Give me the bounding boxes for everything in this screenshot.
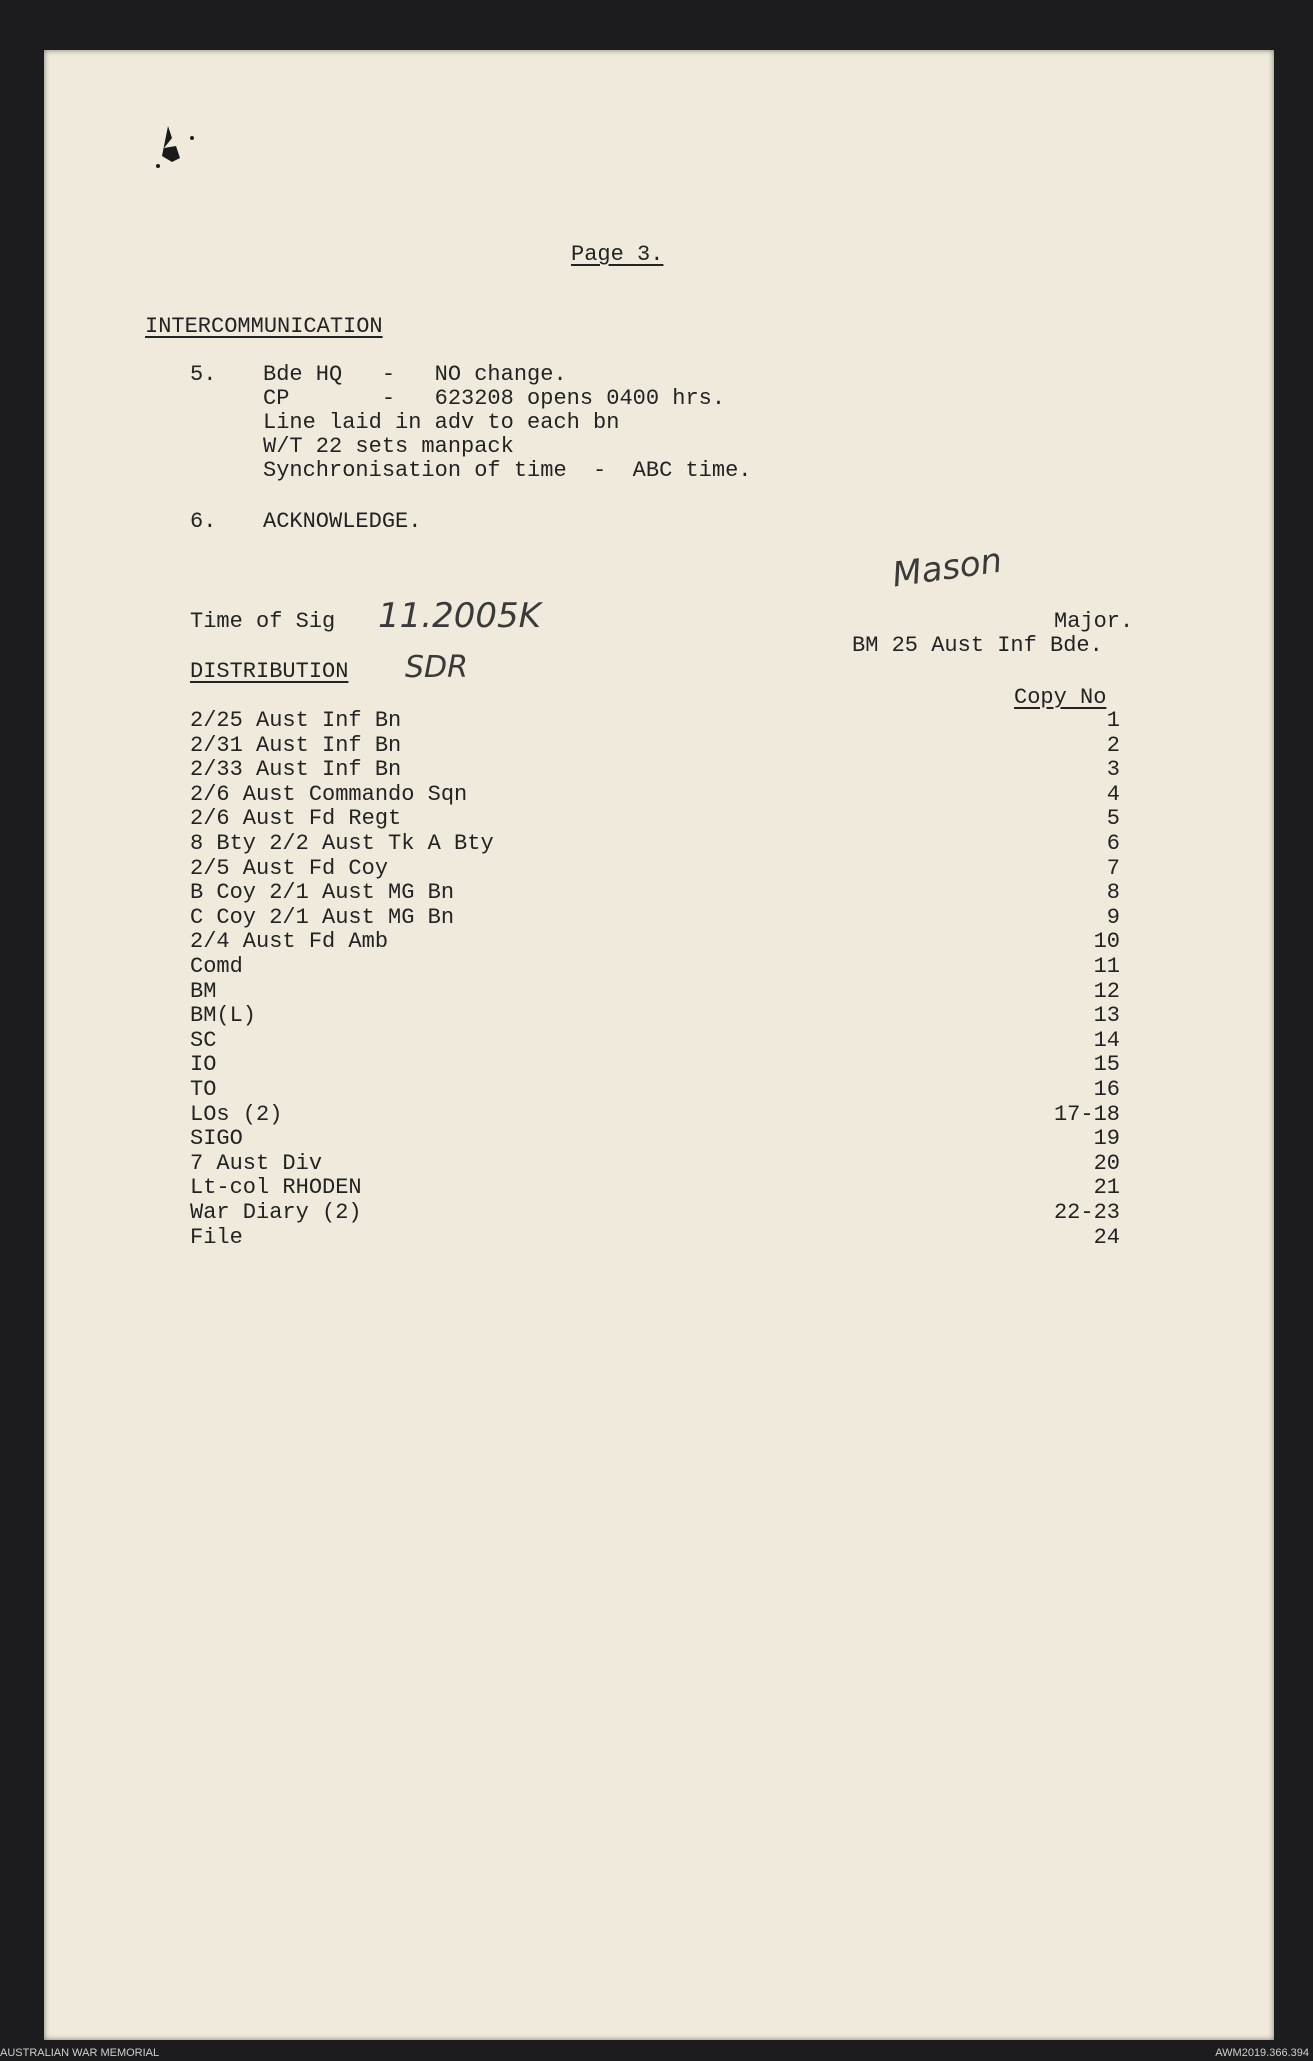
distribution-row <box>190 1004 1120 1028</box>
distribution-unit: BM <box>190 978 217 1004</box>
distribution-unit: C Coy 2/1 Aust MG Bn <box>190 904 455 930</box>
distribution-unit: 8 Bty 2/2 Aust Tk A Bty <box>190 831 494 856</box>
distribution-row <box>190 783 1120 807</box>
distribution-unit: 2/6 Aust Commando Sqn <box>190 781 468 807</box>
page-label: Page 3. <box>571 242 664 267</box>
distribution-unit: Comd <box>190 954 243 979</box>
para-5-line-4: W/T 22 sets manpack <box>263 434 514 459</box>
copy-no-heading: Copy No <box>1014 685 1107 710</box>
distribution-copy-number: 9 <box>1106 904 1120 930</box>
distribution-row <box>190 1078 1120 1102</box>
distribution-unit: BM(L) <box>190 1003 257 1029</box>
distribution-unit: 2/25 Aust Inf Bn <box>190 708 402 733</box>
para-6-text: ACKNOWLEDGE. <box>263 509 422 534</box>
distribution-row <box>190 1053 1120 1077</box>
para-5-line-3: Line laid in adv to each bn <box>263 410 620 435</box>
distribution-unit: 2/33 Aust Inf Bn <box>190 757 402 783</box>
distribution-unit: War Diary (2) <box>190 1200 362 1225</box>
distribution-row <box>190 881 1120 905</box>
distribution-unit: LOs (2) <box>190 1101 283 1127</box>
footer-left: AUSTRALIAN WAR MEMORIAL <box>0 2047 160 2059</box>
para-5-number: 5. <box>190 362 217 387</box>
distribution-unit: Lt-col RHODEN <box>190 1175 362 1201</box>
section-title: INTERCOMMUNICATION <box>145 314 383 339</box>
distribution-row <box>190 980 1120 1004</box>
rank: Major. <box>1054 609 1134 634</box>
distribution-copy-number: 6 <box>1106 831 1120 856</box>
distribution-row <box>190 734 1120 758</box>
distribution-copy-number: 5 <box>1106 806 1120 832</box>
distribution-copy-number: 14 <box>1093 1027 1120 1053</box>
distribution-unit: IO <box>190 1052 217 1078</box>
distribution-unit: 2/31 Aust Inf Bn <box>190 732 402 758</box>
distribution-unit: 7 Aust Div <box>190 1150 323 1176</box>
signature-handwritten: Mason <box>889 540 1005 596</box>
distribution-row <box>190 832 1120 856</box>
distribution-unit: 2/5 Aust Fd Coy <box>190 855 389 881</box>
distribution-row <box>190 1029 1120 1053</box>
distribution-copy-number: 21 <box>1093 1175 1120 1201</box>
distribution-copy-number: 20 <box>1093 1150 1120 1176</box>
time-of-sig-handwritten: 11.2005K <box>378 596 541 636</box>
distribution-copy-number: 17-18 <box>1053 1101 1120 1127</box>
distribution-heading: DISTRIBUTION <box>190 659 349 684</box>
footer-right: AWM2019.366.394 <box>1215 2047 1309 2059</box>
distribution-copy-number: 16 <box>1093 1077 1120 1102</box>
para-5-line-2: CP - 623208 opens 0400 hrs. <box>263 386 726 411</box>
distribution-row <box>190 955 1120 979</box>
distribution-copy-number: 22-23 <box>1053 1200 1120 1225</box>
distribution-unit: SIGO <box>190 1126 243 1152</box>
distribution-copy-number: 11 <box>1093 954 1120 979</box>
distribution-copy-number: 8 <box>1106 880 1120 906</box>
distribution-copy-number: 12 <box>1093 978 1120 1004</box>
distribution-copy-number: 3 <box>1106 757 1120 783</box>
distribution-row <box>190 1226 1120 1250</box>
ink-blot-mark <box>150 118 210 178</box>
distribution-unit: SC <box>190 1027 217 1053</box>
distribution-copy-number: 15 <box>1093 1052 1120 1078</box>
distribution-copy-number: 19 <box>1093 1126 1120 1152</box>
distribution-row <box>190 758 1120 782</box>
distribution-row <box>190 1127 1120 1151</box>
distribution-copy-number: 1 <box>1106 708 1120 733</box>
distribution-unit: 2/6 Aust Fd Regt <box>190 806 402 832</box>
distribution-row <box>190 1152 1120 1176</box>
distribution-row <box>190 1103 1120 1127</box>
distribution-copy-number: 13 <box>1093 1003 1120 1029</box>
distribution-unit: TO <box>190 1077 217 1102</box>
distribution-unit: 2/4 Aust Fd Amb <box>190 929 389 955</box>
time-of-sig-label: Time of Sig <box>190 609 336 634</box>
para-6-number: 6. <box>190 509 217 534</box>
distribution-copy-number: 4 <box>1106 781 1120 807</box>
distribution-row <box>190 857 1120 881</box>
sdr-handwritten: SDR <box>405 650 468 685</box>
distribution-row <box>190 930 1120 954</box>
distribution-row <box>190 709 1120 733</box>
appointment: BM 25 Aust Inf Bde. <box>852 633 1103 658</box>
distribution-row <box>190 1201 1120 1225</box>
distribution-row <box>190 807 1120 831</box>
distribution-unit: File <box>190 1224 243 1250</box>
para-5-line-5: Synchronisation of time - ABC time. <box>263 458 752 483</box>
distribution-copy-number: 24 <box>1093 1224 1120 1250</box>
distribution-copy-number: 10 <box>1093 929 1120 955</box>
distribution-unit: B Coy 2/1 Aust MG Bn <box>190 880 455 906</box>
distribution-copy-number: 2 <box>1106 732 1120 758</box>
distribution-copy-number: 7 <box>1106 855 1120 881</box>
distribution-row <box>190 1176 1120 1200</box>
para-5-line-1: Bde HQ - NO change. <box>263 362 567 387</box>
distribution-row <box>190 906 1120 930</box>
